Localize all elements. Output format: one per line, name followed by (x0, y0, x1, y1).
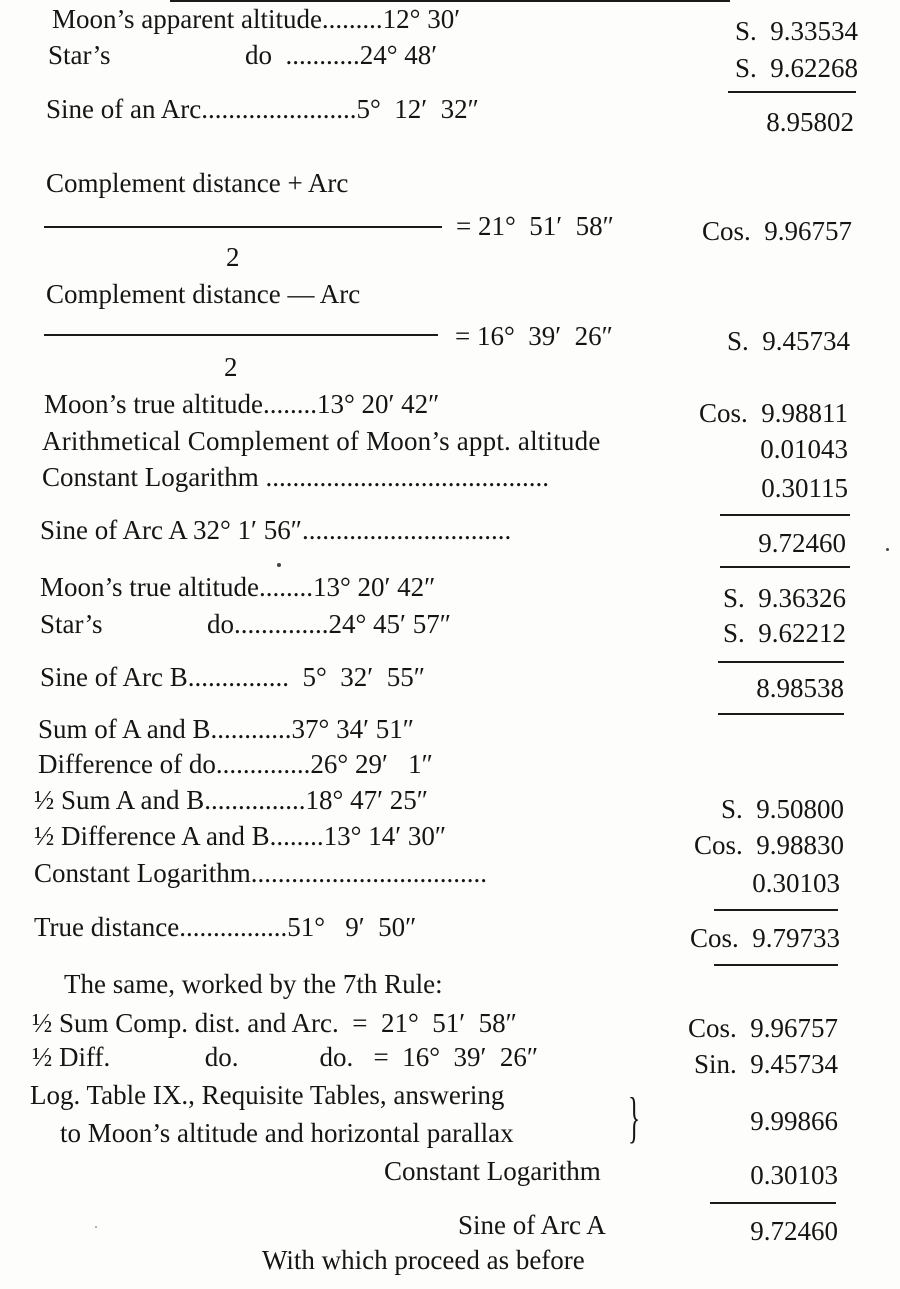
cropped-text-top (170, 0, 730, 2)
fraction-1-denominator: 2 (226, 242, 240, 272)
line-7-value: 0.01043 (760, 434, 848, 464)
line-22-text2: to Moon’s altitude and horizontal parallax (60, 1118, 514, 1148)
line-3-text: Sine of an Arc.......................5° 12′ 32″ (46, 94, 479, 124)
line-17-text: Constant Logarithm................................... (34, 858, 487, 888)
line-17-value: 0.30103 (752, 868, 840, 898)
rule-2 (720, 514, 850, 516)
line-22-value: 9.99866 (750, 1106, 838, 1136)
fraction-2-bar (44, 334, 438, 336)
line-13-text: Sum of A and B............37° 34′ 51″ (38, 714, 414, 744)
rule-6 (714, 909, 838, 911)
line-7-text: Arithmetical Complement of Moon’s appt. altitude (42, 426, 601, 456)
line-18-value: Cos. 9.79733 (689, 923, 840, 953)
rule-3 (720, 566, 850, 568)
line-9-value: 9.72460 (758, 528, 846, 558)
scan-speck (95, 1226, 97, 1228)
line-25-text: With which proceed as before (262, 1245, 585, 1275)
line-19-text: The same, worked by the 7th Rule: (64, 969, 443, 999)
line-10-text: Moon’s true altitude........13° 20′ 42″ (40, 572, 436, 602)
line-21-value: Sin. 9.45734 (693, 1049, 838, 1079)
line-15-text: ½ Sum A and B...............18° 47′ 25″ (34, 785, 428, 815)
line-12-value: 8.98538 (756, 673, 844, 703)
line-6-value: Cos. 9.98811 (698, 398, 848, 428)
line-2-label: Star’s (48, 40, 111, 70)
line-16-value: Cos. 9.98830 (693, 830, 844, 860)
line-5-value: S. 9.45734 (726, 326, 850, 356)
line-3-value: 8.95802 (766, 107, 854, 137)
line-24-text: Sine of Arc A (458, 1210, 606, 1240)
line-20-value: Cos. 9.96757 (687, 1013, 838, 1043)
line-2-value: S. 9.62268 (734, 53, 858, 83)
line-6-text: Moon’s true altitude........13° 20′ 42″ (44, 389, 440, 419)
line-4-text: = 21° 51′ 58″ (456, 211, 614, 241)
line-22-text: Log. Table IX., Requisite Tables, answering (30, 1080, 505, 1110)
line-10-value: S. 9.36326 (722, 583, 846, 613)
rule-1 (728, 91, 856, 93)
rule-5 (718, 713, 844, 715)
line-23-value: 0.30103 (750, 1160, 838, 1190)
line-21-text: ½ Diff. do. do. = 16° 39′ 26″ (32, 1042, 539, 1072)
line-11-value: S. 9.62212 (722, 618, 846, 648)
line-8-value: 0.30115 (761, 473, 848, 503)
line-9-text: Sine of Arc A 32° 1′ 56″............................... (40, 515, 512, 545)
line-11-label: Star’s (40, 609, 103, 639)
line-8-text: Constant Logarithm .......................................... (42, 462, 549, 492)
fraction-1-bar (44, 226, 442, 228)
line-24-value: 9.72460 (750, 1216, 838, 1246)
line-1-text: Moon’s apparent altitude.........12° 30′ (52, 4, 461, 34)
line-16-text: ½ Difference A and B........13° 14′ 30″ (34, 821, 447, 851)
line-4-value: Cos. 9.96757 (701, 216, 852, 246)
line-14-text: Difference of do..............26° 29′ 1″ (38, 749, 433, 779)
brace: } (628, 1087, 641, 1149)
line-23-text: Constant Logarithm (384, 1156, 601, 1186)
fraction-1-numerator: Complement distance + Arc (46, 168, 349, 198)
fraction-2-numerator: Complement distance — Arc (46, 279, 361, 309)
line-5-text: = 16° 39′ 26″ (455, 321, 613, 351)
line-1-value: S. 9.33534 (734, 16, 858, 46)
line-12-text: Sine of Arc B............... 5° 32′ 55″ (40, 662, 425, 692)
rule-8 (710, 1202, 836, 1204)
line-18-text: True distance................51° 9′ 50″ (34, 912, 417, 942)
line-15-value: S. 9.50800 (720, 794, 844, 824)
fraction-2-denominator: 2 (224, 352, 238, 382)
ink-speck (277, 563, 281, 567)
line-11-text: do..............24° 45′ 57″ (207, 609, 451, 639)
rule-7 (714, 964, 838, 966)
scan-speck (886, 548, 889, 551)
line-20-text: ½ Sum Comp. dist. and Arc. = 21° 51′ 58″ (32, 1008, 517, 1038)
rule-4 (718, 661, 844, 663)
line-2-text: do ...........24° 48′ (245, 40, 438, 70)
